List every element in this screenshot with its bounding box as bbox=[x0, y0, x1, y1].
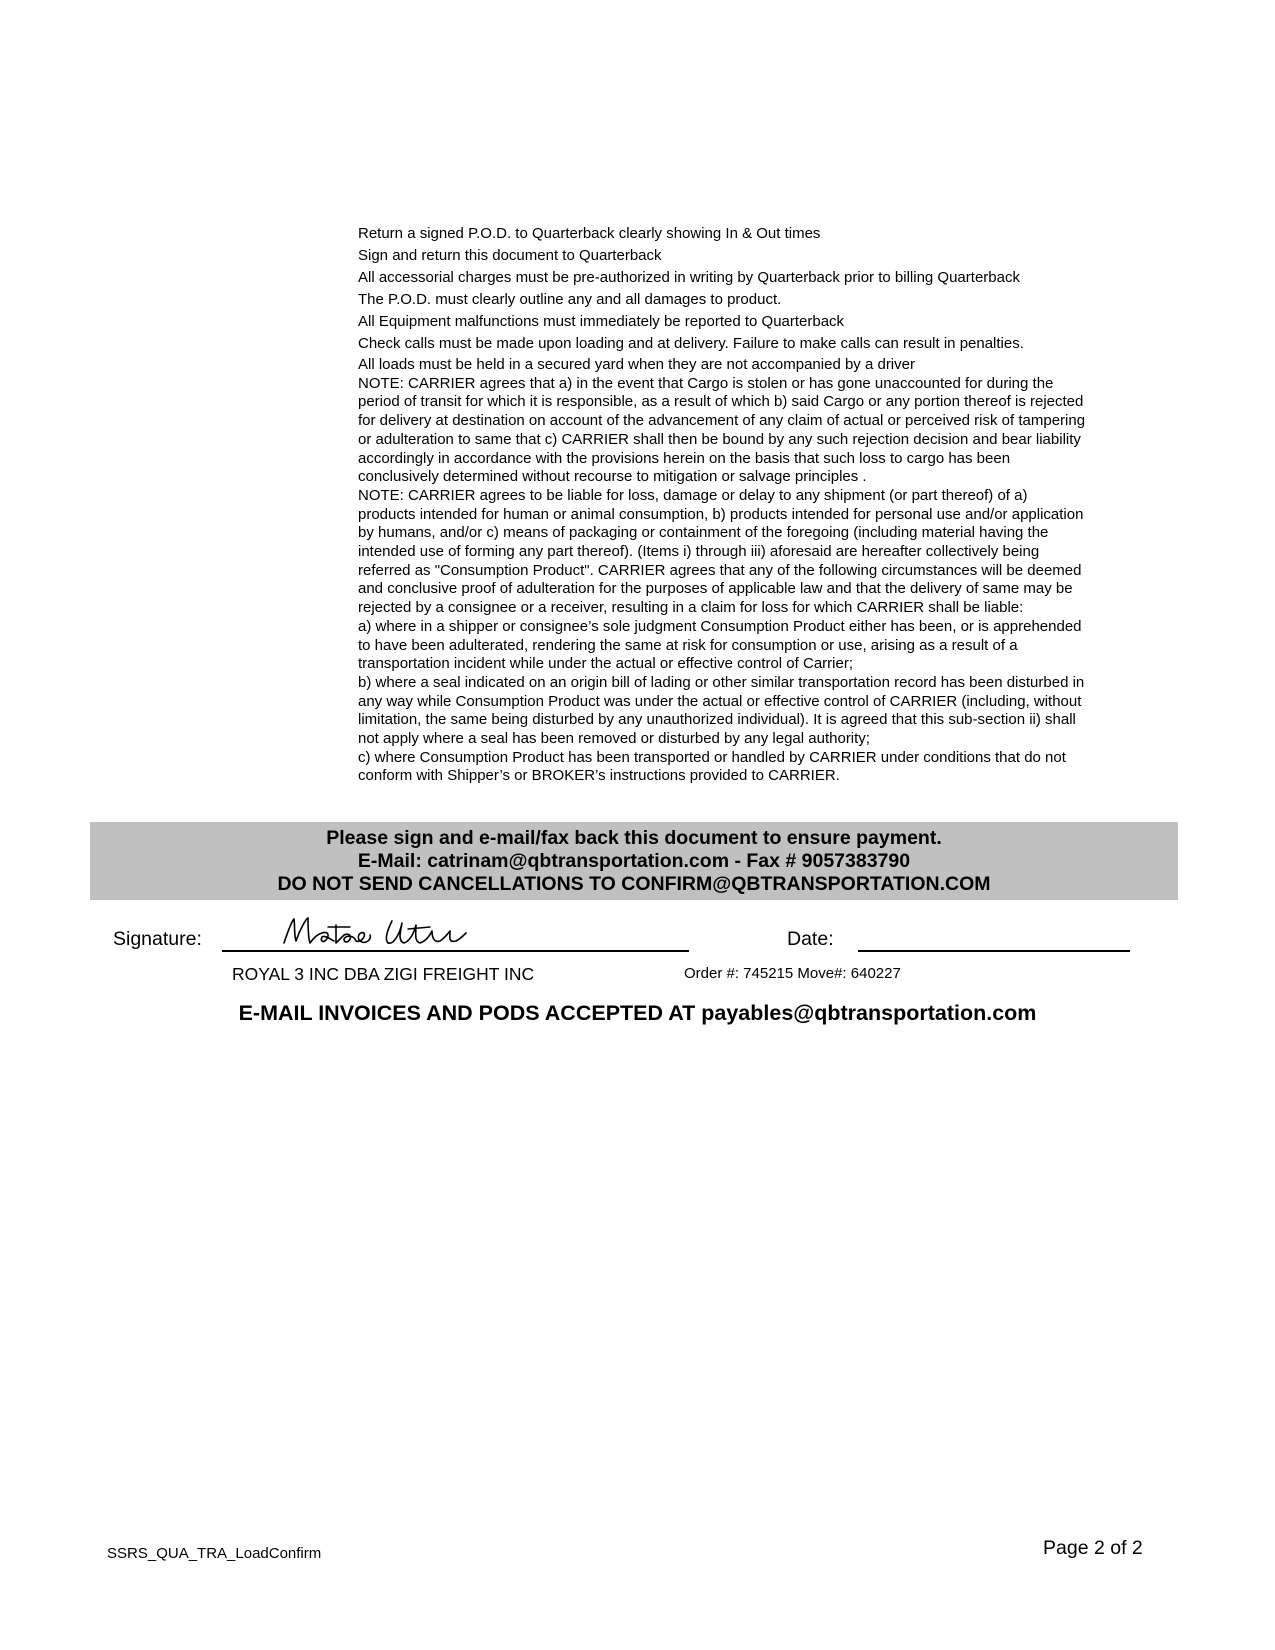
note-line: for delivery at destination on account of the advancement of any claim of actual or perceived risk of tampering bbox=[358, 412, 1086, 430]
instruction-line: All Equipment malfunctions must immediately be reported to Quarterback bbox=[358, 313, 845, 330]
handwritten-signature bbox=[280, 913, 540, 951]
order-info: Order #: 745215 Move#: 640227 bbox=[684, 965, 901, 982]
note-line: All loads must be held in a secured yard when they are not accompanied by a driver bbox=[358, 356, 915, 373]
banner-line-sign: Please sign and e-mail/fax back this document to ensure payment. bbox=[326, 827, 942, 849]
page-number: Page 2 of 2 bbox=[1043, 1537, 1143, 1559]
note-line: intended use of forming any part thereof). (Items i) through iii) aforesaid are hereafter collectively being bbox=[358, 543, 1040, 561]
note-line: limitation, the same being disturbed by any unauthorized individual). It is agreed that this sub-section ii) shall bbox=[358, 711, 1076, 729]
note-line: conform with Shipper’s or BROKER’s instructions provided to CARRIER. bbox=[358, 767, 840, 785]
note-line: conclusively determined without recourse to mitigation or salvage principles . bbox=[358, 468, 867, 486]
note-line: c) where Consumption Product has been transported or handled by CARRIER under conditions that do not bbox=[358, 748, 1066, 766]
terms-section bbox=[358, 224, 1168, 786]
note-line: any way while Consumption Product was under the actual or effective control of CARRIER (including, without bbox=[358, 692, 1082, 710]
note-line: transportation incident while under the actual or effective control of Carrier; bbox=[358, 655, 853, 673]
instruction-line: All accessorial charges must be pre-authorized in writing by Quarterback prior to billing Quarterback bbox=[358, 269, 1020, 286]
note-line: b) where a seal indicated on an origin bill of lading or other similar transportation record has been disturbed in bbox=[358, 673, 1085, 691]
note-line: products intended for human or animal consumption, b) products intended for personal use and/or application bbox=[358, 505, 1084, 523]
banner-line-contact: E-Mail: catrinam@qbtransportation.com - Fax # 9057383790 bbox=[357, 850, 911, 872]
date-line bbox=[858, 950, 1130, 952]
instruction-line: Sign and return this document to Quarterback bbox=[358, 247, 662, 264]
note-line: a) where in a shipper or consignee’s sole judgment Consumption Product either has been, or is apprehended bbox=[358, 617, 1082, 635]
note-line: referred as "Consumption Product". CARRIER agrees that any of the following circumstances will be deemed bbox=[358, 561, 1082, 579]
note-line: period of transit for which it is responsible, as a result of which b) said Cargo or any portion thereof is rejected bbox=[358, 393, 1084, 411]
document-id: SSRS_QUA_TRA_LoadConfirm bbox=[107, 1545, 322, 1562]
instruction-line: Check calls must be made upon loading and at delivery. Failure to make calls can result in penalties. bbox=[358, 335, 1024, 352]
signature-label: Signature: bbox=[113, 928, 202, 950]
banner-line-cancellations: DO NOT SEND CANCELLATIONS TO CONFIRM@QBTRANSPORTATION.COM bbox=[277, 873, 991, 895]
note-line: or adulteration to same that c) CARRIER shall then be bound by any such rejection decision and bear liability bbox=[358, 430, 1081, 448]
note-line: NOTE: CARRIER agrees that a) in the event that Cargo is stolen or has gone unaccounted for during the bbox=[358, 374, 1054, 392]
note-line: not apply where a seal has been removed or disturbed by any legal authority; bbox=[358, 730, 870, 748]
note-line: rejected by a consignee or a receiver, resulting in a claim for loss for which CARRIER shall be liable: bbox=[358, 599, 1024, 617]
note-line: accordingly in accordance with the provisions herein on the basis that such loss to cargo has been bbox=[358, 449, 1011, 467]
note-line: NOTE: CARRIER agrees to be liable for loss, damage or delay to any shipment (or part thereof) of a) bbox=[358, 486, 1028, 504]
note-line: to have been adulterated, rendering the same at risk for consumption or use, arising as a result of a bbox=[358, 636, 1018, 654]
date-label: Date: bbox=[787, 928, 834, 950]
instruction-line: Return a signed P.O.D. to Quarterback clearly showing In & Out times bbox=[358, 225, 821, 242]
carrier-name: ROYAL 3 INC DBA ZIGI FREIGHT INC bbox=[232, 964, 535, 984]
note-line: by humans, and/or c) means of packaging or containment of the foregoing (including material having the bbox=[358, 524, 1049, 542]
note-line: and conclusive proof of adulteration for the purposes of applicable law and that the delivery of same may be bbox=[358, 580, 1073, 598]
instruction-line: The P.O.D. must clearly outline any and all damages to product. bbox=[358, 291, 782, 308]
invoices-notice: E-MAIL INVOICES AND PODS ACCEPTED AT payables@qbtransportation.com bbox=[238, 1001, 1037, 1025]
payment-banner bbox=[90, 822, 1178, 900]
